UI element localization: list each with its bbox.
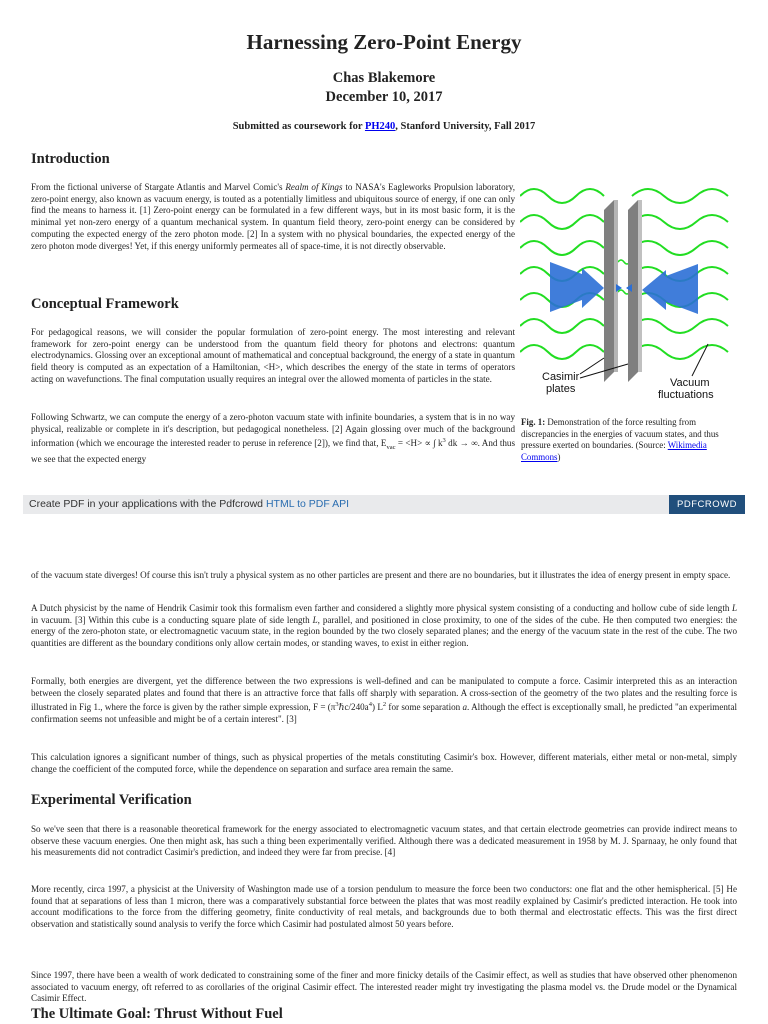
conceptual-paragraph-4: A Dutch physicist by the name of Hendrik Casimir took this formalism even farther and considered a slightly more physical system consisting of a conducting and hollow cube of side length L in vacuum. [3] Within this cube is a conducting square plate of side length L, parallel, and positioned in close proximity, to one of the sides of the cube. He then computed two energies: the energy of the zero-photon state, or electromagnetic vacuum state, in the region bounded by the two closely separated planes; and the energy of the vacuum state in the rest of the cube. The two quantities are different as the boundary conditions only allow certain modes, or standing waves, to exist in either region. xyxy=(31,603,737,649)
pdf-page-2 xyxy=(0,560,768,1024)
publication-date: December 10, 2017 xyxy=(325,89,443,105)
casimir-figure xyxy=(520,182,734,408)
svg-text:Vacuum: Vacuum xyxy=(670,377,710,389)
wikimedia-link[interactable]: Wikimedia Commons xyxy=(521,440,707,462)
svg-text:Casimir: Casimir xyxy=(542,371,580,383)
conceptual-paragraph-1: For pedagogical reasons, we will consider the popular formulation of zero-point energy. The most interesting and relevant framework for zero-point energy can be understood from the quantum field theory for photons and electrons: quantum electrodynamics. Glossing over an exceptional amount of mathematical and conceptual background, the energy of a state in quantum field theory is computed as an expectation of a Hamiltonian, <H>, which describes the energy of the state in terms of operators acting on wavefunctions. The final computation usually requires an integral over the allowed momenta of particles in the state. xyxy=(31,327,515,384)
experimental-paragraph-3: Since 1997, there have been a wealth of work dedicated to constraining some of the finer and more finicky details of the Casimir effect, as well as studies that have observed other phenomenon associated to vacuum energy, oft referred to as corollaries of the original Casimir effect. The interested reader might try investigating the plasma model vs. the Drude model or the Dynamical Casimir Effect. xyxy=(31,970,737,1004)
introduction-paragraph: From the fictional universe of Stargate Atlantis and Marvel Comic's Realm of Kings to NASA's Eagleworks Propulsion laboratory, zero-point energy, also known as vacuum energy, is touted as a potentially limitless and ubiquitous source of energy, if one can only find the means to harness it. [1] Zero-point energy can be formulated in a few different ways, but in its most basic form, it is the minimal yet non-zero energy of a quantum mechanical system. In quantum field theory, zero-point energy can be considered by computing the expected energy of the zero photon mode. [2] In a system with no physical boundaries, the expected energy of the zero photon mode diverges! Yet, if this energy uniformly permeates all of space-time, it is not directly observable. xyxy=(31,182,515,251)
svg-text:fluctuations: fluctuations xyxy=(658,389,714,401)
pdfcrowd-button[interactable]: PDFCROWD xyxy=(669,495,745,514)
html-to-pdf-link[interactable]: HTML to PDF API xyxy=(265,498,349,510)
pdfcrowd-footer-bar xyxy=(23,495,745,514)
conceptual-paragraph-3: of the vacuum state diverges! Of course this isn't truly a physical system as no other particles are present and there are no boundaries, but it illustrates the idea of energy present in empty space. xyxy=(31,570,731,580)
pdf-page-1 xyxy=(0,0,768,475)
svg-text:plates: plates xyxy=(546,383,576,395)
experimental-verification-heading: Experimental Verification xyxy=(31,792,192,808)
course-link[interactable]: PH240 xyxy=(364,121,396,132)
figure-caption: Fig. 1: Demonstration of the force resulting from discrepancies in the energies of vacuum states, and thus pressure exerted on boundaries. (Source: Wikimedia Commons) xyxy=(521,417,719,462)
page-title: Harnessing Zero-Point Energy xyxy=(246,30,522,54)
introduction-heading: Introduction xyxy=(31,151,110,167)
pdfcrowd-text: Create PDF in your applications with the Pdfcrowd HTML to PDF API xyxy=(29,498,349,510)
conceptual-framework-heading: Conceptual Framework xyxy=(31,296,179,312)
submission-line: Submitted as coursework for PH240, Stanford University, Fall 2017 xyxy=(232,121,536,132)
author-name: Chas Blakemore xyxy=(332,70,436,86)
experimental-paragraph-1: So we've seen that there is a reasonable theoretical framework for the energy associated to electromagnetic vacuum states, and that certain electrode geometries can provide indirect means to observe these vacuum energies. One then might ask, has such a thing been experimentally verified. Although there was a dedicated measurement in 1958 by M. J. Sparnaay, he only found that his measurements did not contradict Casimir's prediction, and indeed they were far from precise. [4] xyxy=(31,824,737,858)
ultimate-goal-heading: The Ultimate Goal: Thrust Without Fuel xyxy=(31,1006,283,1022)
experimental-paragraph-2: More recently, circa 1997, a physicist at the University of Washington made use of a torsion pendulum to measure the force been two conductors: one flat and the other hemispherical. [5] He found that at separations of less than 1 micron, there was a comparatively substantial force between the plates that was most readily explained by Casimir's predicted interaction. He took into account modifications to the force from the differing geometry, finite conductivity of real metals, and backgrounds due to both thermal and electrostatic effects. This was the first direct observation and statistically sound analysis to verify the force which Casimir had postulated almost 50 years before. xyxy=(31,884,737,930)
conceptual-paragraph-6: This calculation ignores a significant number of things, such as physical properties of the metals constituting Casimir's box. However, different materials, either metal or non-metal, simply change the coefficient of the computed force, while the dependence on separation and surface area remain the same. xyxy=(31,752,737,774)
conceptual-paragraph-5: Formally, both energies are divergent, yet the difference between the two expressions is well-defined and can be manipulated to compute a force. Casimir interpreted this as an interaction between the closely separated plates and found that there is an attractive force that falls off sharply with separation. A cross-section of the geometry of the two plates and the resulting force is illustrated in Fig 1., where the force is given by the rather simple expression, $F = (\pi^3\hbar c/240a^4)$ $L^2$ for some separation a. Although the effect is exceptionally small, he predicted "an experimental confirmation seems not unfeasible and might be of a certain interest". [3] xyxy=(31,676,738,725)
casimir-diagram xyxy=(520,182,734,408)
conceptual-paragraph-2: Following Schwartz, we can compute the energy of a zero-photon vacuum state with infinite boundaries, a system that is in no way physical, realizable or complete in it's description, but pedagogical nonetheless. [2] Again glossing over much of the background information (which we encourage the interested reader to peruse in reference [2]), we find that, $E_{vac} = <H>$ ∝ ∫ $k^3$ dk → ∞. And thus we see that the expected energy xyxy=(31,412,515,464)
